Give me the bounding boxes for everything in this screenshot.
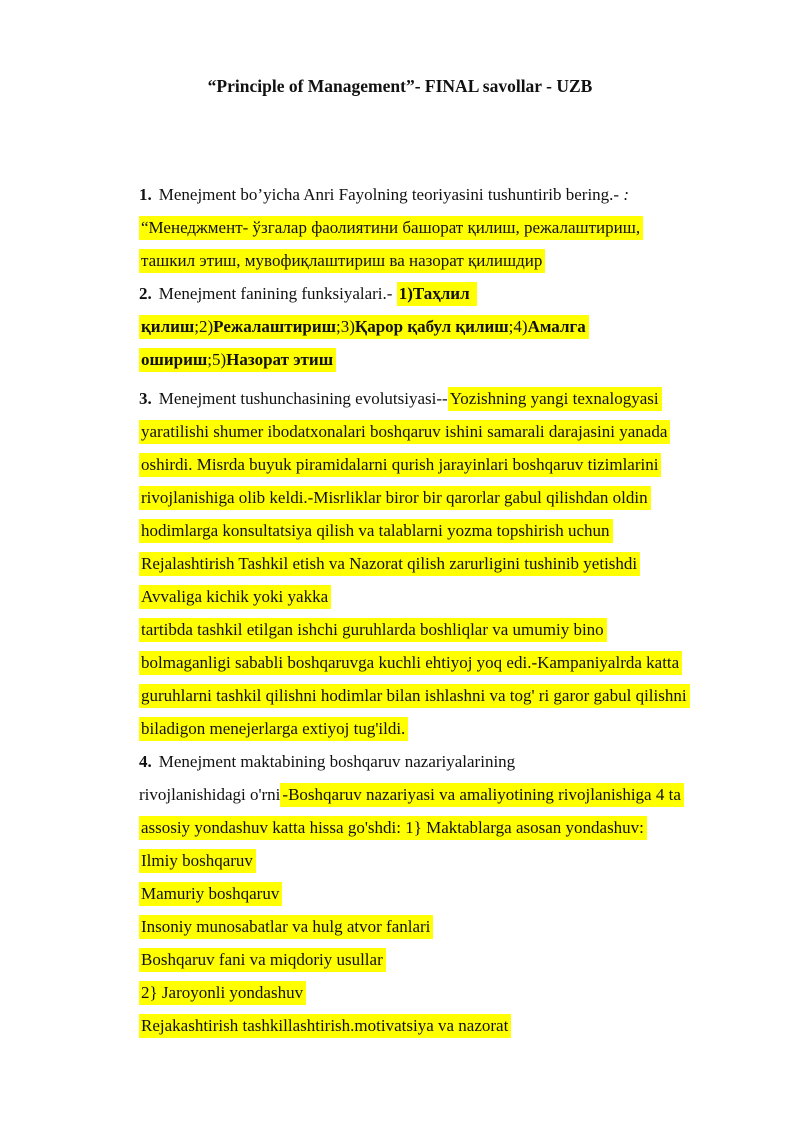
question-text: Menejment bo’yicha Anri Fayolning teoriyasini tushuntirib bering.- <box>158 185 624 204</box>
highlighted-answer: guruhlarni tashkil qilishni hodimlar bilan ishlashni va tog' ri garor gabul qilishni <box>139 684 690 708</box>
highlighted-answer <box>397 282 477 306</box>
highlighted-answer: bolmaganligi sababli boshqaruvga kuchli ehtiyoj yoq edi.-Kampaniyalrda katta <box>139 651 682 675</box>
highlighted-answer: tartibda tashkil etilgan ishchi guruhlarda boshliqlar va umumiy bino <box>139 618 607 642</box>
answer-separator: ;3) <box>336 317 355 336</box>
answer-line <box>139 943 749 976</box>
answer-bold: 1)Таҳлил <box>398 284 470 303</box>
document-body <box>139 178 749 1042</box>
answer-line <box>139 343 749 376</box>
highlighted-answer: -Boshqaruv nazariyasi va amaliyotining rivojlanishiga 4 ta <box>280 783 683 807</box>
answer-line <box>139 211 749 244</box>
question-4 <box>139 745 749 778</box>
highlighted-answer: yaratilishi shumer ibodatxonalari boshqaruv ishini samarali darajasini yanada <box>139 420 670 444</box>
highlighted-answer <box>139 315 589 339</box>
highlighted-answer: rivojlanishiga olib keldi.-Misrliklar biror bir qarorlar gabul qilishdan oldin <box>139 486 651 510</box>
highlighted-answer: biladigon menejerlarga extiyoj tug'ildi. <box>139 717 408 741</box>
answer-line <box>139 679 749 712</box>
answer-line <box>139 613 749 646</box>
answer-bold: Назорат этиш <box>226 350 334 369</box>
answer-line <box>139 712 749 745</box>
question-number: 3. <box>139 389 152 408</box>
highlighted-answer: oshirdi. Misrda buyuk piramidalarni qurish jarayinlari boshqaruv tizimlarini <box>139 453 661 477</box>
question-number: 4. <box>139 752 152 771</box>
highlighted-answer: Boshqaruv fani va miqdoriy usullar <box>139 948 386 972</box>
answer-line <box>139 1009 749 1042</box>
highlighted-answer: Ilmiy boshqaruv <box>139 849 256 873</box>
document-title: “Principle of Management”- FINAL savollar - UZB <box>207 76 593 96</box>
highlighted-answer: Insoniy munosabatlar va hulg atvor fanlari <box>139 915 433 939</box>
question-text: Menejment tushunchasining evolutsiyasi-- <box>158 389 448 408</box>
answer-bold: ошириш <box>141 350 208 369</box>
answer-line <box>139 646 749 679</box>
answer-line <box>139 580 749 613</box>
answer-line <box>139 310 749 343</box>
question-2 <box>139 277 749 310</box>
answer-separator: ;5) <box>207 350 227 369</box>
answer-line <box>139 877 749 910</box>
answer-line <box>139 481 749 514</box>
highlighted-answer: “Менеджмент- ўзгалар фаолиятини башорат қилиш, режалаштириш, <box>139 216 643 240</box>
highlighted-answer: Avvaliga kichik yoki yakka <box>139 585 331 609</box>
question-3 <box>139 382 749 415</box>
answer-line <box>139 976 749 1009</box>
highlighted-answer: 2} Jaroyonli yondashuv <box>139 981 306 1005</box>
question-text: Menejment maktabining boshqaruv nazariyalarining <box>158 752 516 771</box>
answer-separator: ;4) <box>508 317 528 336</box>
question-tail: : <box>623 185 630 204</box>
highlighted-answer <box>139 348 336 372</box>
highlighted-answer: assosiy yondashuv katta hissa go'shdi: 1} Maktablarga asosan yondashuv: <box>139 816 647 840</box>
question-number: 1. <box>139 185 152 204</box>
question-number: 2. <box>139 284 152 303</box>
highlighted-answer: Rejakashtirish tashkillashtirish.motivatsiya va nazorat <box>139 1014 511 1038</box>
answer-bold: Қарор қабул қилиш <box>354 317 509 336</box>
answer-line <box>139 514 749 547</box>
answer-bold: Амалга <box>527 317 586 336</box>
answer-line <box>139 811 749 844</box>
answer-separator: ;2) <box>194 317 214 336</box>
answer-line <box>139 415 749 448</box>
answer-line <box>139 910 749 943</box>
highlighted-answer: ташкил этиш, мувофиқлаштириш ва назорат қилишдир <box>139 249 545 273</box>
answer-line <box>139 844 749 877</box>
answer-line <box>139 778 749 811</box>
question-text: rivojlanishidagi o'rni <box>139 785 281 804</box>
answer-bold: қилиш <box>141 317 195 336</box>
highlighted-answer: Mamuriy boshqaruv <box>139 882 282 906</box>
question-text: Menejment fanining funksiyalari.- <box>158 284 397 303</box>
answer-line <box>139 244 749 277</box>
answer-line <box>139 547 749 580</box>
question-1 <box>139 178 749 211</box>
highlighted-answer: hodimlarga konsultatsiya qilish va talablarni yozma topshirish uchun <box>139 519 613 543</box>
highlighted-answer: Rejalashtirish Tashkil etish va Nazorat qilish zarurligini tushinib yetishdi <box>139 552 640 576</box>
answer-bold: Режалаштириш <box>213 317 336 336</box>
highlighted-answer: Yozishning yangi texnalogyasi <box>448 387 662 411</box>
answer-line <box>139 448 749 481</box>
